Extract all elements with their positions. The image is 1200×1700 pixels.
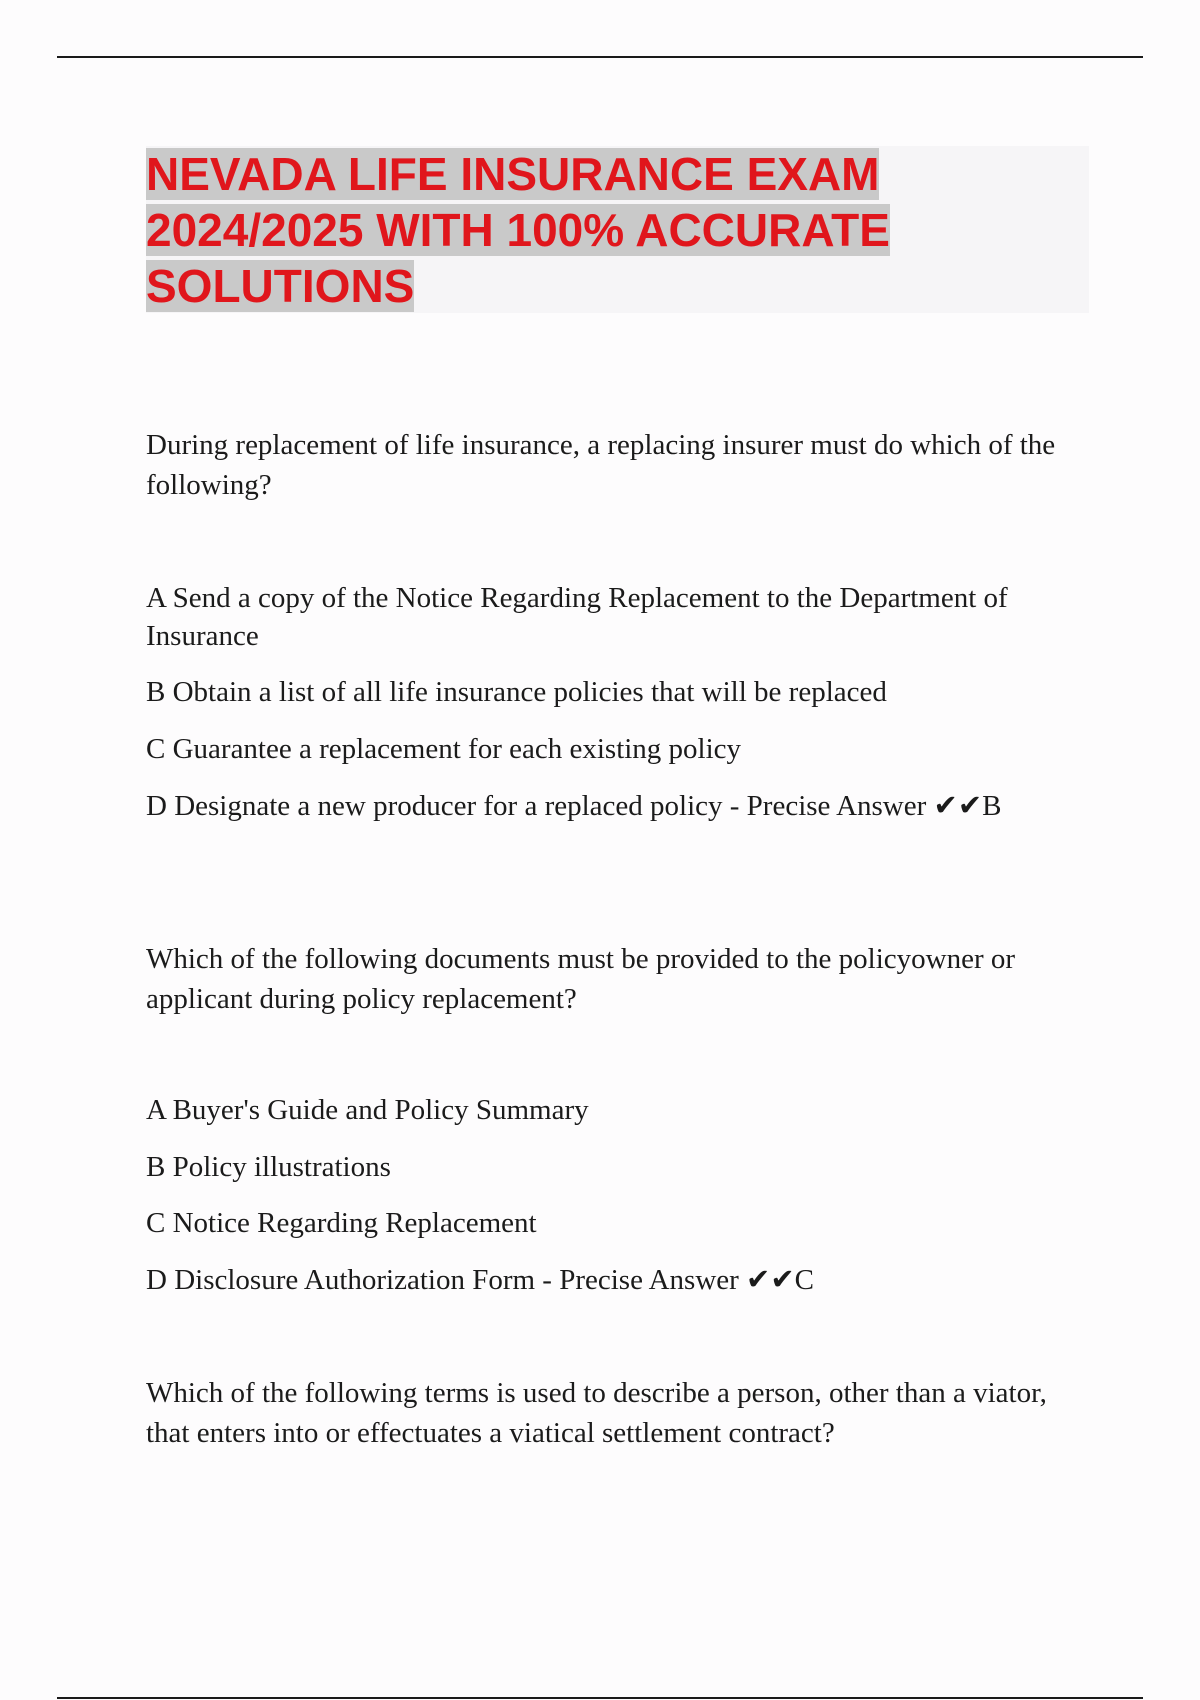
- footer-rule: [57, 1697, 1143, 1699]
- question-1-option-c: C Guarantee a replacement for each existing policy: [146, 733, 742, 765]
- document-title: [146, 146, 946, 314]
- question-1-option-a: A Send a copy of the Notice Regarding Replacement to the Department of Insurance: [146, 582, 1008, 652]
- title-highlight: NEVADA LIFE INSURANCE EXAM 2024/2025 WITH 100% ACCURATE SOLUTIONS: [146, 148, 890, 312]
- question-2-option-a: A Buyer's Guide and Policy Summary: [146, 1094, 589, 1126]
- question-2-option-d: D Disclosure Authorization Form - Precise Answer ✔✔C: [146, 1264, 814, 1296]
- question-3: Which of the following terms is used to describe a person, other than a viator, that enters into or effectuates a viatical settlement contract?: [146, 1377, 1047, 1449]
- question-2-option-b: B Policy illustrations: [146, 1151, 391, 1183]
- question-2: Which of the following documents must be provided to the policyowner or applicant during policy replacement?: [146, 943, 1016, 1015]
- question-1-option-d: D Designate a new producer for a replaced policy - Precise Answer ✔✔B: [146, 790, 1002, 822]
- question-1-option-b: B Obtain a list of all life insurance policies that will be replaced: [146, 676, 887, 708]
- question-1: During replacement of life insurance, a replacing insurer must do which of the following?: [146, 429, 1056, 501]
- question-2-option-c: C Notice Regarding Replacement: [146, 1207, 537, 1239]
- header-rule: [57, 56, 1143, 58]
